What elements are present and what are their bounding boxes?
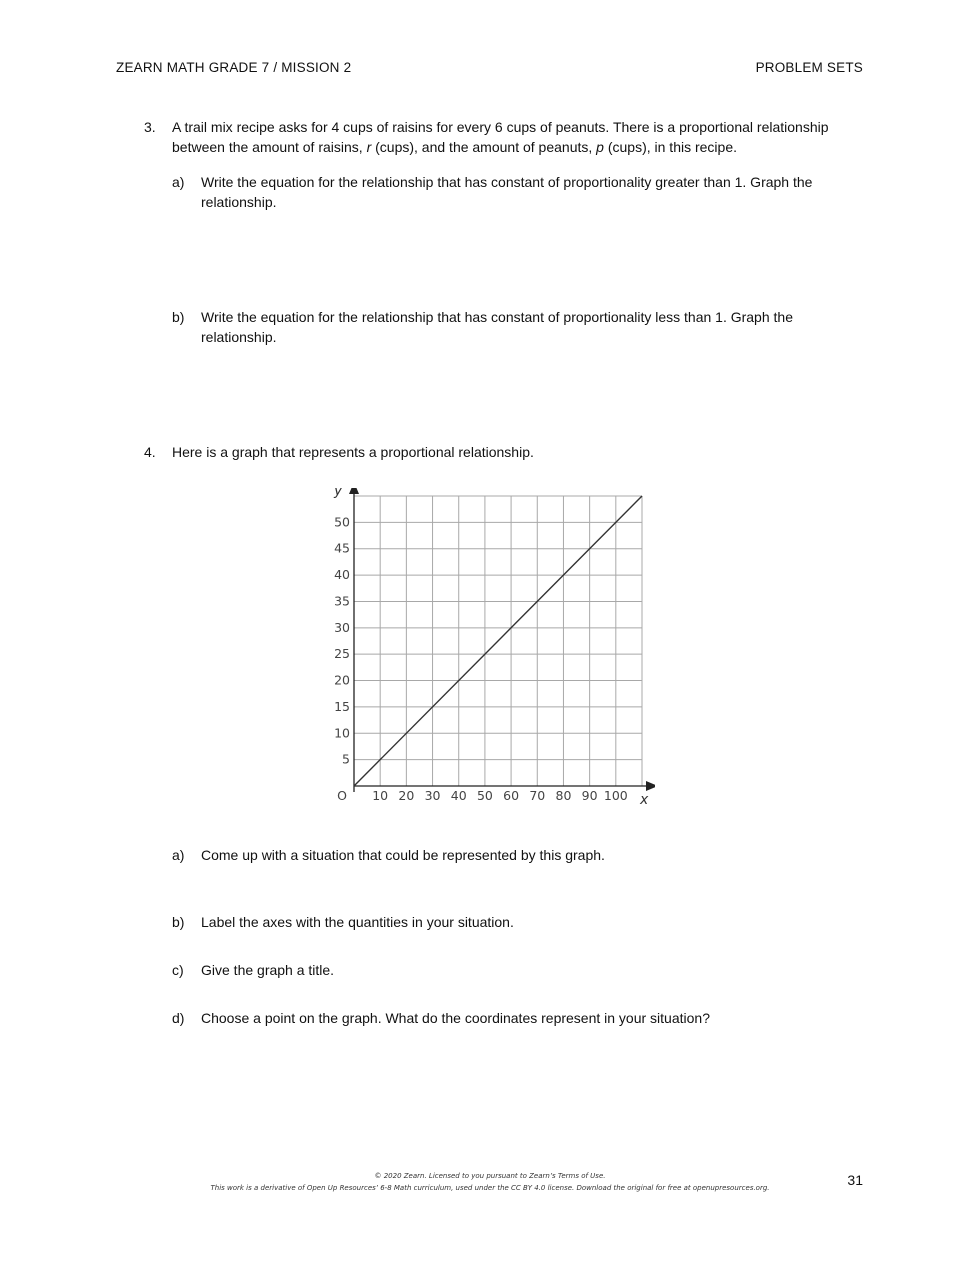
proportional-graph <box>325 488 655 810</box>
x-tick-label: 20 <box>398 788 415 803</box>
part-label: b) <box>172 309 185 325</box>
y-tick-label: 35 <box>334 593 350 609</box>
part-text: Give the graph a title. <box>201 962 335 978</box>
part-text: Label the axes with the quantities in your situation. <box>201 914 514 930</box>
variable-r: r <box>366 139 372 155</box>
y-tick-label: 10 <box>334 725 350 741</box>
problem-3 <box>144 117 864 157</box>
part-label: a) <box>172 174 185 190</box>
part-text: Come up with a situation that could be represented by this graph. <box>201 847 605 863</box>
x-tick-label: 90 <box>581 788 598 803</box>
y-tick-label: 40 <box>334 567 350 583</box>
series-line <box>354 496 642 786</box>
problem-3-text <box>172 117 864 157</box>
part-label: b) <box>172 914 185 930</box>
part-label: c) <box>172 962 184 978</box>
footer-license: This work is a derivative of Open Up Resources’ 6-8 Math curriculum, used under the CC BY 4.0 license. Download the original for free at openupresources.org. <box>210 1184 770 1192</box>
x-tick-label: 50 <box>476 788 493 803</box>
footer <box>180 1170 800 1194</box>
part-label: d) <box>172 1010 185 1026</box>
problem-4-number: 4. <box>144 444 156 460</box>
header-section: PROBLEM SETS <box>755 60 863 75</box>
problem-3-text-part2: (cups), and the amount of peanuts, <box>371 139 597 155</box>
problem-3-text-part1: A trail mix recipe asks for 4 cups of raisins for every 6 cups of peanuts. There is a proportional relationship between the amount of raisins, <box>172 119 829 155</box>
header-title: ZEARN MATH GRADE 7 / MISSION 2 <box>116 60 352 75</box>
x-axis-arrow <box>646 781 655 791</box>
problem-4d <box>172 1008 864 1028</box>
x-tick-label: 100 <box>603 788 628 803</box>
axes <box>349 488 655 792</box>
page-number: 31 <box>847 1172 863 1188</box>
y-axis-arrow <box>349 488 359 494</box>
part-text: Write the equation for the relationship that has constant of proportionality less than 1. Graph the relationship. <box>201 309 793 345</box>
problem-4b <box>172 912 864 932</box>
y-tick-label: 5 <box>342 751 350 767</box>
y-tick-label: 15 <box>334 698 350 714</box>
footer-copyright: © 2020 Zearn. Licensed to you pursuant to Zearn’s Terms of Use. <box>374 1172 606 1180</box>
x-tick-label: 60 <box>503 788 520 803</box>
problem-4-text: Here is a graph that represents a proportional relationship. <box>172 444 534 460</box>
x-tick-label: 70 <box>529 788 546 803</box>
problem-3a <box>172 172 864 212</box>
y-axis-label: y <box>334 488 343 499</box>
problem-4a <box>172 845 864 865</box>
part-label: a) <box>172 847 185 863</box>
y-tick-label: 25 <box>334 646 350 662</box>
variable-p: p <box>596 139 604 155</box>
x-tick-label: 10 <box>372 788 389 803</box>
series <box>354 496 642 786</box>
part-text: Write the equation for the relationship that has constant of proportionality greater than 1. Graph the relationship. <box>201 174 813 210</box>
x-axis-label: x <box>640 792 649 808</box>
x-tick-label: 40 <box>450 788 467 803</box>
y-tick-label: 50 <box>334 514 350 530</box>
x-tick-label: 30 <box>424 788 441 803</box>
problem-3-number: 3. <box>144 119 156 135</box>
problem-4c <box>172 960 864 980</box>
problem-3b <box>172 307 864 347</box>
origin-label: O <box>337 788 347 803</box>
y-tick-label: 45 <box>334 540 350 556</box>
part-text: Choose a point on the graph. What do the coordinates represent in your situation? <box>201 1010 710 1026</box>
y-tick-label: 20 <box>334 672 350 688</box>
y-tick-label: 30 <box>334 619 350 635</box>
x-tick-label: 80 <box>555 788 572 803</box>
problem-3-text-part3: (cups), in this recipe. <box>603 139 738 155</box>
problem-4 <box>144 442 864 462</box>
